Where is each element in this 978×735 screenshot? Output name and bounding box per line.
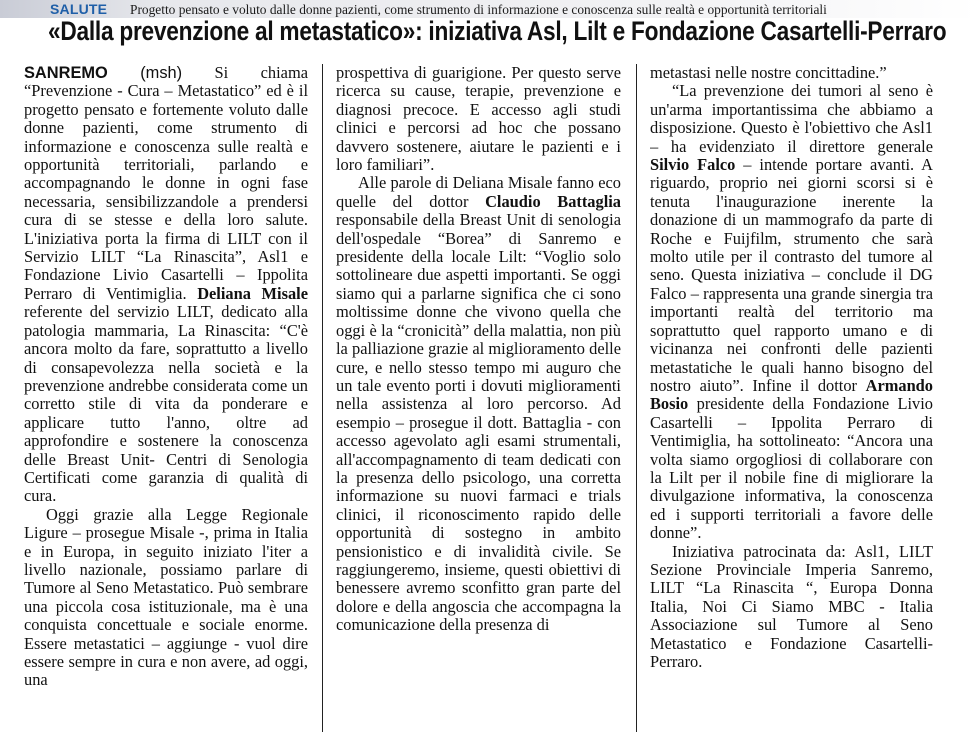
person-name: Deliana Misale (197, 283, 308, 303)
paragraph (24, 64, 308, 506)
author-tag: (msh) (140, 64, 183, 82)
person-name: Silvio Falco (650, 155, 736, 175)
paragraph (650, 82, 933, 542)
article-column-2 (336, 64, 621, 734)
paragraph-text: “La prevenzione dei tumori al seno è un'arma importantissima che abbiamo a disposizione. Questo è l'obiettivo che Asl1 – ha evidenziato il direttore generale (650, 81, 933, 156)
paragraph-text: presidente della Fondazione Livio Casartelli – Ippolita Perraro di Ventimiglia, ha sottolineato: “Ancora una volta siamo orgogliosi di collaborare con la Lilt per il nobile fine di migliorare la divulgazione informativa, la conoscenza ed i supporti territoriali a favore delle donne”. (650, 394, 933, 543)
dateline: SANREMO (24, 64, 108, 82)
paragraph-text: Si chiama “Prevenzione - Cura – Metastatico” ed è il progetto pensato e fortemente voluto dalle donne pazienti, come strumento di informazione e conoscenza sulle realtà e opportunità territoriali, parlando e accompagnando le donne in ogni fase necessaria, sensibilizzandole a prendersi cura di se stesse e della loro salute. L'iniziativa porta la firma di LILT con il Servizio LILT “La Rinascita”, Asl1 e Fondazione Livio Casartelli – Ippolita Perraro di Ventimiglia. (24, 64, 308, 303)
paragraph: metastasi nelle nostre concittadine.” (650, 64, 887, 82)
kicker-subtitle: Progetto pensato e voluto dalle donne pazienti, come strumento di informazione e conoscenza sulle realtà e opportunità territoriali (130, 2, 827, 17)
person-name: Armando Bosio (650, 375, 933, 414)
paragraph-text: responsabile della Breast Unit di senologia dell'ospedale “Borea” di Sanremo e presidente della locale Lilt: “Voglio solo sottolineare due aspetti importanti. Se oggi siamo qui a parlarne significa che ci sono moltissime donne che vivono quella che oggi è la “cronicità” della malattia, non più la palliazione grazie al miglioramento delle cure, e nello stesso tempo mi auguro che un tale evento porti i dovuti miglioramenti nella assistenza al loro percorso. Ad esempio – prosegue il dott. Battaglia - con accesso agevolato agli esami strumentali, all'accompagnamento di team dedicati con la presenza dello psicologo, una corretta informazione su nuovi farmaci e trials clinici, il riconoscimento rapido delle opportunità di sostegno in ambito pensionistico e di invalidità civile. Se raggiungeremo, insieme, questi obiettivi di benessere avremo sconfitto gran parte del dolore e della angoscia che accompagna la comunicazione della presenza di (336, 210, 621, 635)
column-divider (322, 64, 323, 732)
paragraph-text: referente del servizio LILT, dedicato alla patologia mammaria, La Rinascita: “C'è ancora molto da fare, soprattutto a livello di consapevolezza nella società e la prevenzione andrebbe considerata come un corretto stile di vita da ponderare e applicare tutto l'anno, oltre ad approfondire e sostenere la conoscenza delle Breast Unit- Centri di Senologia Certificati come garanzia di qualità di cura. (24, 302, 308, 506)
paragraph: Oggi grazie alla Legge Regionale Ligure – prosegue Misale -, prima in Italia e in Europa, in seguito iniziato l'iter a livello nazionale, possiamo parlare di Tumore al Seno Metastatico. Può sembrare una piccola cosa istituzionale, ma è una conquista concettuale e sociale enorme. Essere metastatici – aggiunge - vuol dire essere sempre in cura e non avere, ad oggi, una (24, 504, 308, 690)
paragraph: Iniziativa patrocinata da: Asl1, LILT Sezione Provinciale Imperia Sanremo, LILT “La Rinascita “, Europa Donna Italia, Noi Ci Siamo MBC - Italia Associazione sul Tumore al Seno Metastatico e Fondazione Casartelli-Perraro. (650, 541, 933, 671)
person-name: Claudio Battaglia (485, 191, 621, 211)
paragraph-text: – intende portare avanti. A riguardo, proprio nei giorni scorsi si è tenuta l'inaugurazione inerente la donazione di un mammografo da parte di Roche e Fuijfilm, strumento che sarà molto utile per il contrasto del tumore al seno. Questa iniziativa – conclude il DG Falco – rappresenta una grande sinergia tra importanti realtà del territorio ma soprattutto quel rapporto umano e di vicinanza nei confronti delle pazienti metastatiche le quali hanno bisogno del nostro aiuto”. Infine il dottor (650, 155, 933, 395)
paragraph-text: Alle parole di Deliana Misale fanno eco quelle del dottor (336, 173, 621, 211)
article-column-1 (24, 64, 308, 734)
section-rubric: SALUTE (50, 1, 108, 17)
paragraph: prospettiva di guarigione. Per questo serve ricerca su cause, terapie, prevenzione e diagnosi precoce. E accesso agli studi clinici e percorsi ad hoc che possano davvero sostenere, aiutare le pazienti e i loro familiari”. (336, 64, 621, 175)
column-divider (636, 64, 637, 732)
paragraph (336, 174, 621, 634)
headline: «Dalla prevenzione al metastatico»: iniziativa Asl, Lilt e Fondazione Casartelli-Perraro (48, 16, 947, 46)
article-column-3 (650, 64, 933, 734)
